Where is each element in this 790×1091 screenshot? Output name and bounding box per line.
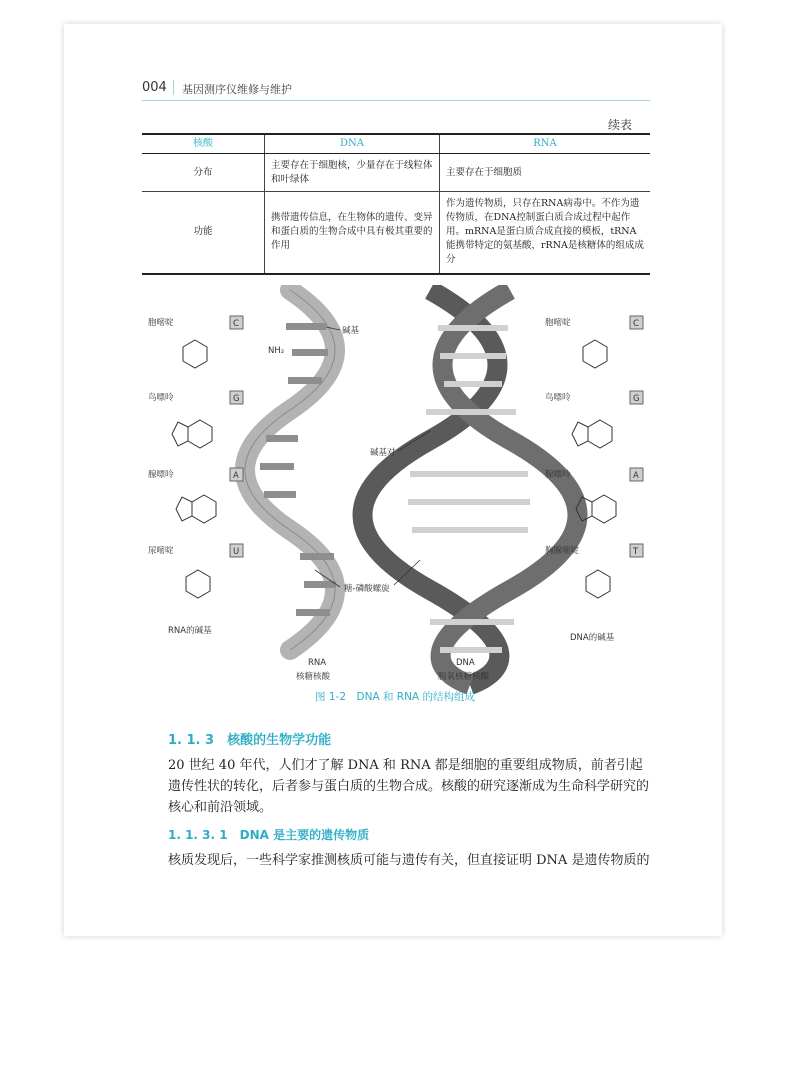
figure-caption: 图 1-2 DNA 和 RNA 的结构组成 xyxy=(315,691,475,703)
dna-bases-column xyxy=(545,316,643,643)
table-row xyxy=(142,154,650,192)
base-letter: A xyxy=(633,471,639,481)
purine-ring-icon xyxy=(592,495,616,523)
header-cell: 核酸 xyxy=(142,134,265,154)
header-cell: DNA xyxy=(265,134,440,154)
base-letter: C xyxy=(633,319,639,329)
purine-ring-icon xyxy=(188,420,212,448)
purine-ring-icon xyxy=(588,420,612,448)
purine-ring-icon xyxy=(192,495,216,523)
pyrimidine-ring-icon xyxy=(583,340,607,368)
comparison-table xyxy=(142,133,650,275)
header-cell: RNA xyxy=(440,134,651,154)
table-cell: 携带遗传信息，在生物体的遗传、变异和蛋白质的生物合成中具有极其重要的作用 xyxy=(265,192,440,274)
dna-rna-figure xyxy=(140,285,652,695)
label-backbone: 糖-磷酸螺旋 xyxy=(344,584,390,594)
base-name: 鸟嘌呤 xyxy=(545,393,571,403)
rna-sub-label: 核糖核酸 xyxy=(296,672,331,682)
label-base-pair: 碱基对 xyxy=(370,448,396,458)
base-name: 胸腺嘧啶 xyxy=(545,546,580,556)
paragraph: 20 世纪 40 年代，人们才了解 DNA 和 RNA 都是细胞的重要组成物质，前者引起遗传性状的转化，后者参与蛋白质的生物合成。核酸的研究逐渐成为生命科学研究的核心和前沿领域。 xyxy=(168,758,650,815)
section-title: 1. 1. 3 核酸的生物学功能 xyxy=(168,733,332,748)
label-nh2: NH₂ xyxy=(268,346,285,356)
base-name: 尿嘧啶 xyxy=(148,546,174,556)
running-header xyxy=(142,78,650,101)
base-name: 腺嘌呤 xyxy=(148,470,174,480)
pyrimidine-ring-icon xyxy=(586,570,610,598)
page-number: 004 xyxy=(142,80,174,95)
table-cell: 主要存在于细胞核，少量存在于线粒体和叶绿体 xyxy=(265,154,440,192)
base-name: 鸟嘌呤 xyxy=(148,393,174,403)
base-name: 腺嘌呤 xyxy=(545,470,571,480)
base-letter: T xyxy=(633,547,639,557)
rna-helix xyxy=(245,290,336,650)
base-letter: G xyxy=(233,394,240,404)
dna-bases-label: DNA的碱基 xyxy=(570,633,615,643)
paragraph: 核质发现后，一些科学家推测核质可能与遗传有关，但直接证明 DNA 是遗传物质的 xyxy=(168,853,650,868)
dna-label: DNA xyxy=(456,658,475,668)
table-cell: 作为遗传物质，只存在RNA病毒中。不作为遗传物质，在DNA控制蛋白质合成过程中起作用。mRNA是蛋白质合成直接的模板，tRNA能携带特定的氨基酸，rRNA是核糖体的组成成分 xyxy=(440,192,651,274)
table-cell: 功能 xyxy=(142,192,265,274)
rna-label: RNA xyxy=(308,658,327,668)
rna-bases-label: RNA的碱基 xyxy=(168,626,212,636)
dna-sub-label: 脱氧核糖核酸 xyxy=(438,672,490,682)
table-header-row xyxy=(142,134,650,154)
base-letter: A xyxy=(233,471,239,481)
table-cell: 分布 xyxy=(142,154,265,192)
pyrimidine-ring-icon xyxy=(183,340,207,368)
base-letter: C xyxy=(233,319,239,329)
rna-bases-column xyxy=(148,316,243,636)
table-row xyxy=(142,192,650,274)
continued-label: 续表 xyxy=(608,118,633,132)
subsection-title: 1. 1. 3. 1 DNA 是主要的遗传物质 xyxy=(168,828,370,842)
label-base: 碱基 xyxy=(342,326,360,336)
base-name: 胞嘧啶 xyxy=(148,318,174,328)
pyrimidine-ring-icon xyxy=(186,570,210,598)
base-letter: G xyxy=(633,394,640,404)
base-name: 胞嘧啶 xyxy=(545,318,571,328)
table-cell: 主要存在于细胞质 xyxy=(440,154,651,192)
dna-helix xyxy=(363,290,578,685)
book-title: 基因测序仪维修与维护 xyxy=(182,83,292,96)
base-letter: U xyxy=(233,547,240,557)
